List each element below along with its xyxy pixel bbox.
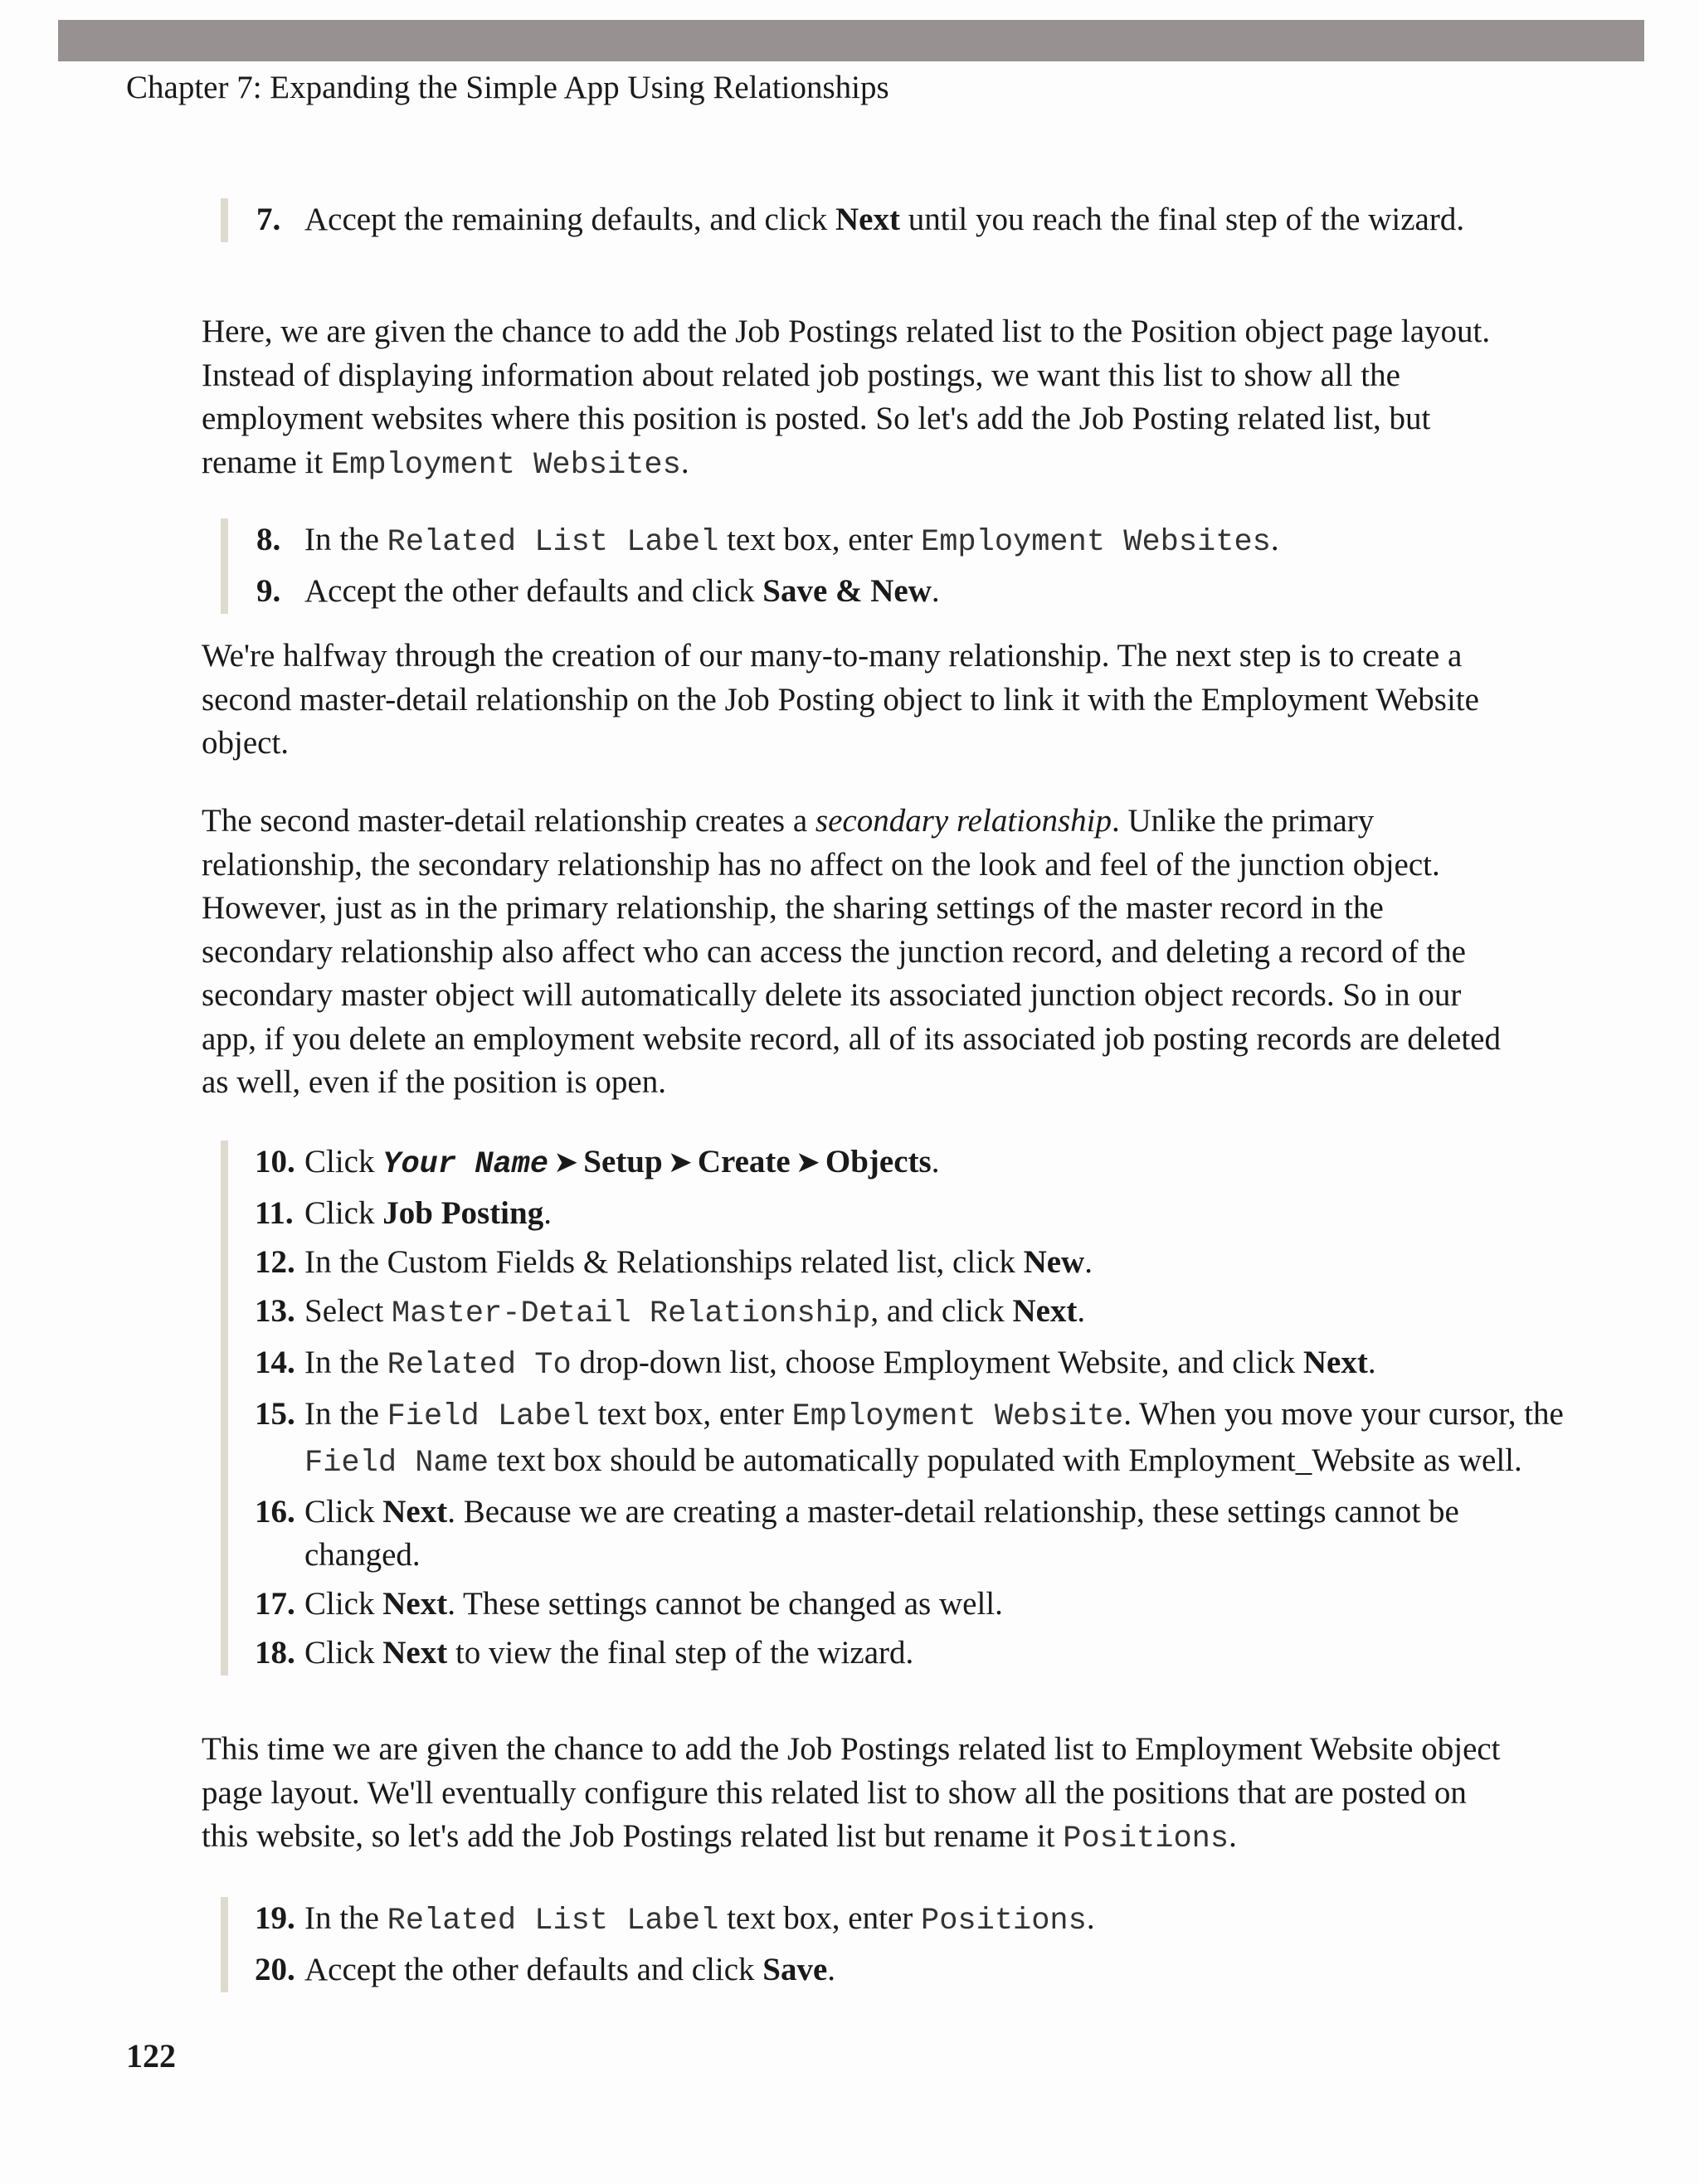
step-number: 13. — [255, 1293, 295, 1329]
ui-term: Next — [1012, 1293, 1078, 1329]
step-text: In the Custom Fields & Relationships related list, click — [304, 1244, 1024, 1280]
code-term: Positions — [1063, 1822, 1229, 1856]
chapter-title: Chapter 7: Expanding the Simple App Using Relationships — [126, 70, 889, 105]
code-term: Employment Website — [791, 1399, 1124, 1434]
step-text: . — [1084, 1244, 1093, 1280]
step-7 — [256, 198, 1567, 242]
step-text: text box, enter — [589, 1396, 792, 1432]
step-text: until you reach the final step of the wizard. — [899, 202, 1465, 237]
step-number: 16. — [255, 1493, 295, 1530]
ui-term: Next — [382, 1493, 448, 1530]
paragraph-text: This time we are given the chance to add the Job Postings related list to Employment Website object page layout. We'll eventually configure this related list to show all the positions that are posted on this website, so let's add the Job Postings related list but rename it — [202, 1731, 1501, 1854]
code-term: Related To — [387, 1348, 572, 1383]
step-number: 20. — [255, 1952, 295, 1987]
page-number: 122 — [126, 2037, 176, 2075]
step-13 — [256, 1290, 1567, 1336]
step-number: 17. — [255, 1586, 295, 1622]
code-term: Positions — [921, 1904, 1087, 1938]
ui-term: Next — [382, 1635, 448, 1671]
code-term: Employment Websites — [921, 525, 1271, 560]
step-11 — [256, 1192, 1567, 1236]
ui-term: Objects — [825, 1144, 932, 1180]
code-term: Your Name — [382, 1147, 549, 1182]
ui-term: Save & New — [762, 573, 932, 609]
step-text: Click — [304, 1635, 383, 1671]
ui-term: Save — [762, 1952, 828, 1987]
step-text: text box, enter — [718, 1900, 921, 1936]
paragraph-text: The second master-detail relationship creates a — [202, 803, 815, 839]
code-term: Related List Label — [387, 1904, 719, 1938]
paragraph: We're halfway through the creation of our many-to-many relationship. The next step is to create a second master-detail relationship on the Job Posting object to link it with the Employment Website object. — [202, 638, 1479, 761]
step-text: . — [1077, 1293, 1086, 1329]
step-14 — [256, 1341, 1567, 1388]
step-number: 7. — [256, 202, 281, 237]
step-text: In the — [304, 1345, 387, 1380]
ui-term: Next — [1302, 1345, 1368, 1380]
header-bar — [58, 20, 1644, 61]
paragraph-text: . — [680, 444, 689, 480]
step-text: drop-down list, choose Employment Website, and click — [571, 1345, 1303, 1380]
step-18 — [256, 1632, 1567, 1676]
step-text: In the — [304, 522, 387, 557]
step-text: text box, enter — [718, 522, 921, 557]
step-number: 15. — [255, 1396, 295, 1432]
step-number: 9. — [256, 573, 281, 609]
emphasis-term: secondary relationship — [815, 803, 1112, 839]
step-text: . — [931, 1144, 940, 1180]
paragraph-text: Here, we are given the chance to add the Job Postings related list to the Position object page layout. Instead of displaying information about related job postings, we want this list to show all the employment websites where this position is posted. So let's add the Job Posting related list, but rename it — [202, 314, 1491, 480]
step-16 — [256, 1491, 1567, 1578]
code-term: Master-Detail Relationship — [392, 1296, 871, 1331]
step-12 — [256, 1241, 1567, 1285]
step-text: Accept the other defaults and click — [304, 1952, 763, 1987]
paragraph-text: . — [1229, 1818, 1237, 1854]
step-text: In the — [304, 1396, 387, 1432]
ui-term: Next — [835, 202, 900, 237]
step-number: 19. — [255, 1900, 295, 1936]
code-term: Field Label — [387, 1399, 590, 1434]
step-text: to view the final step of the wizard. — [447, 1635, 914, 1671]
step-10 — [256, 1141, 1567, 1187]
paragraph — [202, 310, 1504, 487]
step-text: . — [931, 573, 940, 609]
arrow-icon: ➤ — [795, 1146, 820, 1179]
ui-term: Setup — [583, 1144, 663, 1180]
step-text: text box should be automatically populated with Employment_Website as well. — [489, 1442, 1522, 1478]
step-text: Accept the remaining defaults, and click — [304, 202, 835, 237]
arrow-icon: ➤ — [553, 1146, 579, 1179]
paragraph — [202, 800, 1504, 1105]
step-text: . When you move your cursor, the — [1123, 1396, 1564, 1432]
step-number: 10. — [255, 1144, 295, 1180]
step-number: 14. — [255, 1345, 295, 1380]
step-list — [221, 518, 1567, 614]
paragraph — [202, 1728, 1504, 1861]
step-text: . These settings cannot be changed as well. — [447, 1586, 1003, 1622]
step-9 — [256, 570, 1567, 614]
step-text: . — [543, 1195, 552, 1231]
step-text: Select — [304, 1293, 392, 1329]
code-term: Employment Websites — [330, 447, 681, 483]
ui-term: Next — [382, 1586, 448, 1622]
step-19 — [256, 1897, 1567, 1943]
step-8 — [256, 518, 1567, 565]
step-list — [221, 198, 1567, 242]
paragraph-text: . Unlike the primary relationship, the secondary relationship has no affect on the look and feel of the junction object. However, just as in the primary relationship, the sharing settings of the master record in the secondary relationship also affect who can access the junction record, and deleting a record of the secondary master object will automatically delete its associated junction object records. So in our app, if you delete an employment website record, all of its associated job posting records are deleted as well, even if the position is open. — [202, 803, 1501, 1100]
step-number: 11. — [255, 1195, 294, 1231]
step-text: . — [827, 1952, 836, 1987]
step-number: 12. — [255, 1244, 295, 1280]
step-number: 8. — [256, 522, 281, 557]
step-number: 18. — [255, 1635, 295, 1671]
ui-term: New — [1023, 1244, 1085, 1280]
ui-term: Job Posting — [382, 1195, 544, 1231]
step-text: , and click — [870, 1293, 1013, 1329]
step-text: Click — [304, 1144, 383, 1180]
step-text: . — [1086, 1900, 1095, 1936]
step-17 — [256, 1583, 1567, 1627]
step-list — [221, 1897, 1567, 1992]
step-text: . — [1367, 1345, 1376, 1380]
code-term: Related List Label — [387, 525, 719, 560]
step-text: In the — [304, 1900, 387, 1936]
code-term: Field Name — [304, 1445, 489, 1481]
step-20 — [256, 1948, 1567, 1992]
step-text: Accept the other defaults and click — [304, 573, 763, 609]
arrow-icon: ➤ — [667, 1146, 693, 1179]
step-text: Click — [304, 1586, 383, 1622]
ui-term: Create — [697, 1144, 791, 1180]
step-text: Click — [304, 1195, 383, 1231]
step-15 — [256, 1393, 1567, 1485]
step-text: Click — [304, 1493, 383, 1530]
step-text: . Because we are creating a master-detail relationship, these settings cannot be changed. — [304, 1493, 1459, 1573]
step-text: . — [1270, 522, 1279, 557]
step-list — [221, 1141, 1567, 1676]
